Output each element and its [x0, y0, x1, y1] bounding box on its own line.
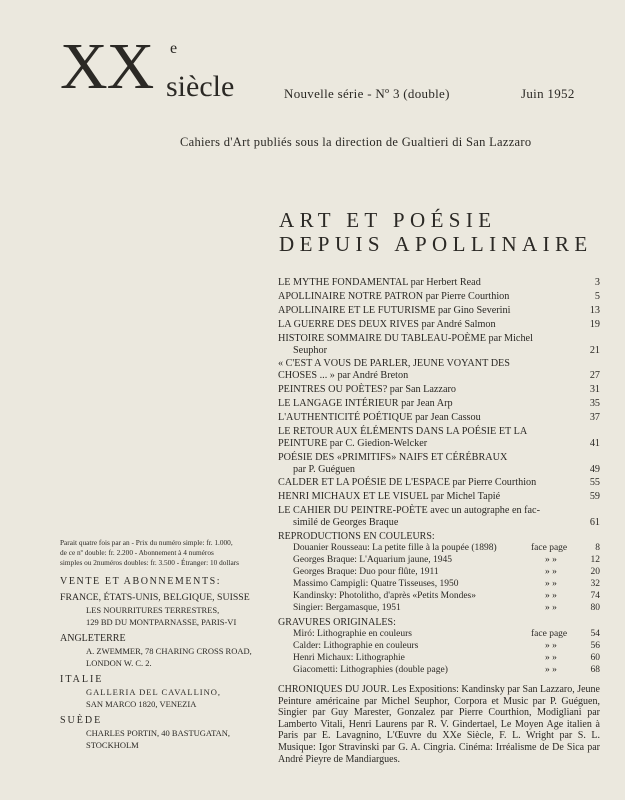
toc-entry — [278, 505, 600, 529]
toc-page: 13 — [589, 305, 600, 316]
gravure-page: 54 — [590, 629, 600, 639]
toc-entry — [278, 477, 600, 489]
angleterre-heading: ANGLETERRE — [60, 633, 126, 644]
address-line: A. ZWEMMER, 78 CHARING CROSS ROAD, — [86, 646, 252, 656]
address-line: CHARLES PORTIN, 40 BASTUGATAN, — [86, 728, 231, 738]
toc-title: APOLLINAIRE NOTRE PATRON par Pierre Courthion — [278, 291, 510, 302]
toc-entry — [278, 291, 600, 303]
page-title-line1: ART ET POÉSIE — [279, 208, 497, 232]
publisher-line: Cahiers d'Art publiés sous la direction de Gualtieri di San Lazzaro — [180, 135, 532, 149]
toc-title-continued: Seuphor — [293, 345, 327, 356]
toc-entry — [278, 398, 600, 410]
toc-title: LE CAHIER DU PEINTRE-POÈTE avec un autographe en fac- — [278, 505, 540, 516]
toc-page: 3 — [594, 277, 600, 288]
repro-page: 12 — [590, 555, 600, 565]
repro-title: Kandinsky: Photolitho, d'après «Petits Mondes» — [293, 591, 477, 601]
toc-page: 5 — [594, 291, 600, 302]
toc-title: L'AUTHENTICITÉ POÉTIQUE par Jean Cassou — [278, 412, 481, 423]
ditto-mark: » » — [545, 665, 557, 675]
ditto-mark: » » — [545, 591, 557, 601]
toc-page: 35 — [589, 398, 600, 409]
toc-title: LE LANGAGE INTÉRIEUR par Jean Arp — [278, 398, 453, 409]
toc-title: APOLLINAIRE ET LE FUTURISME par Gino Severini — [278, 305, 511, 316]
gravures-heading: GRAVURES ORIGINALES: — [278, 617, 396, 628]
gravure-title: Giacometti: Lithographies (double page) — [293, 665, 448, 675]
page-title-line2: DEPUIS APOLLINAIRE — [279, 232, 593, 256]
toc-title: HENRI MICHAUX ET LE VISUEL par Michel Tapié — [278, 491, 501, 502]
france-heading: FRANCE, ÉTATS-UNIS, BELGIQUE, SUISSE — [60, 592, 250, 603]
address-line: LONDON W. C. 2. — [86, 658, 152, 668]
issue-date: Juin 1952 — [521, 86, 575, 101]
toc-title: POÉSIE DES «PRIMITIFS» NAIFS ET CÉRÉBRAUX — [278, 452, 508, 463]
toc-entry — [278, 358, 600, 382]
toc-title: LE MYTHE FONDAMENTAL par Herbert Read — [278, 277, 481, 288]
gravure-page: 60 — [590, 653, 600, 663]
logo-xx: XX — [60, 30, 154, 103]
face-page-label: face page — [531, 629, 568, 639]
toc-page: 21 — [589, 345, 600, 356]
toc-page: 55 — [589, 477, 600, 488]
address-line: SAN MARCO 1820, VENEZIA — [86, 699, 197, 709]
ditto-mark: » » — [545, 579, 557, 589]
address-line: 129 BD DU MONTPARNASSE, PARIS-VI — [86, 617, 237, 627]
gravure-title: Calder: Lithographie en couleurs — [293, 641, 419, 651]
italie-heading: ITALIE — [60, 674, 104, 685]
toc-title: LE RETOUR AUX ÉLÉMENTS DANS LA POÉSIE ET LA — [278, 426, 528, 437]
toc-title-continued: par P. Guéguen — [293, 464, 355, 475]
toc-page: 31 — [589, 384, 600, 395]
face-page-label: face page — [531, 543, 568, 553]
address-line: GALLERIA DEL CAVALLINO, — [86, 687, 221, 697]
price-info-line: Parait quatre fois par an - Prix du numéro simple: fr. 1.000, — [60, 538, 233, 547]
repro-title: Douanier Rousseau: La petite fille à la poupée (1898) — [293, 543, 497, 553]
logo-siecle: siècle — [166, 70, 235, 103]
vente-heading: VENTE ET ABONNEMENTS: — [60, 576, 222, 587]
toc-entry — [278, 384, 600, 396]
repro-heading: REPRODUCTIONS EN COULEURS: — [278, 531, 435, 542]
toc-page: 61 — [589, 517, 600, 528]
repro-page: 80 — [590, 603, 600, 613]
ditto-mark: » » — [545, 567, 557, 577]
toc-title-continued: CHOSES ... » par André Breton — [278, 370, 409, 381]
gravure-title: Henri Michaux: Lithographie — [293, 653, 405, 663]
address-line: STOCKHOLM — [86, 740, 139, 750]
toc-title: LA GUERRE DES DEUX RIVES par André Salmon — [278, 319, 496, 330]
toc-entry — [278, 452, 600, 476]
toc-entry — [278, 277, 600, 289]
toc-entry — [278, 426, 600, 450]
price-info-line: simples ou 2numéros doubles: fr. 3.500 - Étranger: 10 dollars — [60, 558, 239, 567]
toc-entry — [278, 491, 600, 503]
repro-page: 20 — [590, 567, 600, 577]
repro-page: 8 — [595, 543, 600, 553]
repro-title: Georges Braque: L'Aquarium jaune, 1945 — [293, 555, 453, 565]
address-line: LES NOURRITURES TERRESTRES, — [86, 605, 220, 615]
toc-entry — [278, 319, 600, 331]
suede-heading: SUÈDE — [60, 715, 103, 726]
toc-title: PEINTRES OU POÈTES? par San Lazzaro — [278, 384, 456, 395]
toc-page: 49 — [589, 464, 600, 475]
chroniques-paragraph: CHRONIQUES DU JOUR. Les Expositions: Kandinsky par San Lazzaro, Jeune Peinture américaine par Michel Seuphor, Corpora et Music par P. Guéguen, Singier par Guy Marester, Gonzalez par Pierre Courthion, Modigliani par Lamberto Vitali, Henri Laurens par R. V. Gindertael, Le Moyen Age italien à Paris par E. Lavagnino, L'Œuvre du XXe Siècle, F. L. Wright par S. L. Musique: Igor Stravinski par G. A. Cingria. Cinéma: Irréalisme de De Sica par André Pieyre de Mandiargues. — [278, 684, 600, 765]
toc-page: 59 — [589, 491, 600, 502]
toc-title-continued: PEINTURE par C. Giedion-Welcker — [278, 438, 428, 449]
gravure-title: Miró: Lithographie en couleurs — [293, 629, 412, 639]
gravure-page: 68 — [590, 665, 600, 675]
repro-title: Singier: Bergamasque, 1951 — [293, 603, 401, 613]
toc-page: 19 — [589, 319, 600, 330]
ditto-mark: » » — [545, 653, 557, 663]
gravure-page: 56 — [590, 641, 600, 651]
toc-page: 37 — [589, 412, 600, 423]
toc-title: HISTOIRE SOMMAIRE DU TABLEAU-POÈME par Michel — [278, 333, 533, 344]
toc-entry — [278, 305, 600, 317]
toc-page: 41 — [589, 438, 600, 449]
repro-page: 32 — [590, 579, 600, 589]
price-info-line: de ce nº double: fr. 2.200 - Abonnement à 4 numéros — [60, 548, 214, 557]
logo-superscript: e — [170, 40, 178, 57]
repro-title: Massimo Campigli: Quatre Tisseuses, 1950 — [293, 579, 459, 589]
ditto-mark: » » — [545, 641, 557, 651]
toc-entry — [278, 333, 600, 357]
toc-title: CALDER ET LA POÉSIE DE L'ESPACE par Pierre Courthion — [278, 477, 537, 488]
toc-entry — [278, 412, 600, 424]
ditto-mark: » » — [545, 555, 557, 565]
issue-number: Nouvelle série - Nº 3 (double) — [284, 86, 450, 101]
repro-title: Georges Braque: Duo pour flûte, 1911 — [293, 567, 439, 577]
toc-title: « C'EST A VOUS DE PARLER, JEUNE VOYANT DES — [278, 358, 510, 369]
toc-page: 27 — [589, 370, 600, 381]
ditto-mark: » » — [545, 603, 557, 613]
repro-page: 74 — [590, 591, 600, 601]
toc-title-continued: similé de Georges Braque — [293, 517, 399, 528]
